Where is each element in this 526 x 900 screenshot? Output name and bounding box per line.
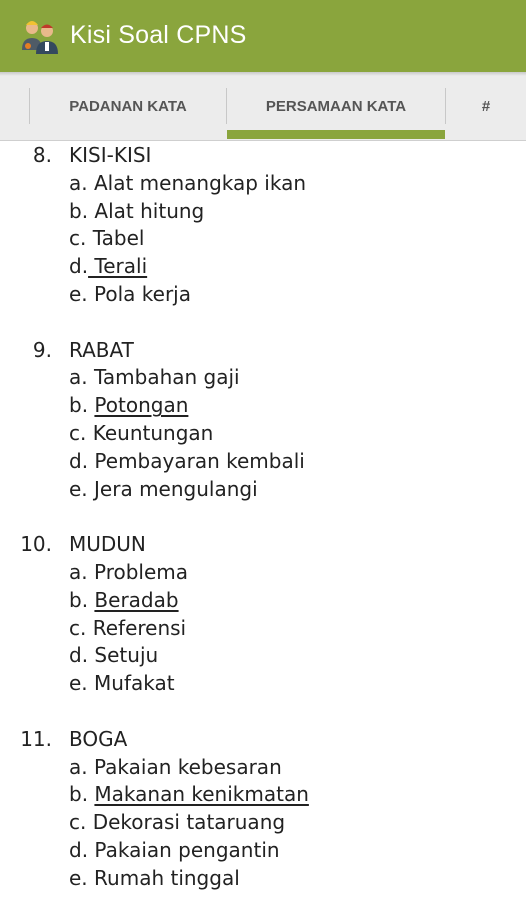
option-text: Pola kerja (94, 282, 191, 306)
option-text: Mufakat (94, 671, 175, 696)
question-word: RABAT (69, 337, 134, 362)
option-letter: d. (69, 448, 89, 473)
question-number: 8. (32, 143, 52, 167)
people-icon[interactable] (20, 16, 60, 56)
correct-answer-text: Beradab (94, 587, 179, 612)
option-text: Rumah tinggal (94, 865, 240, 890)
answer-option[interactable] (69, 363, 240, 391)
option-text: Setuju (94, 643, 159, 668)
answer-option[interactable] (69, 558, 188, 586)
option-letter: a. (69, 560, 88, 584)
option-letter: b. (69, 393, 89, 418)
option-letter: a. (69, 170, 88, 195)
option-letter: e. (69, 282, 88, 306)
answer-option[interactable] (69, 586, 179, 614)
answer-option[interactable] (69, 669, 175, 697)
tab-hash[interactable]: # (481, 97, 491, 115)
answer-option[interactable] (69, 197, 204, 225)
option-letter: c. (69, 615, 87, 640)
answer-option[interactable] (69, 864, 240, 892)
option-text: Jera mengulangi (94, 476, 258, 501)
question-word: KISI-KISI (69, 143, 152, 167)
option-letter: a. (69, 365, 88, 390)
answer-option[interactable] (69, 391, 188, 419)
option-letter: e. (69, 671, 88, 696)
option-letter: c. (69, 421, 87, 445)
tab-persamaan-kata[interactable]: PERSAMAAN KATA (265, 97, 407, 115)
answer-option[interactable] (69, 475, 258, 503)
answer-option[interactable] (69, 808, 285, 836)
option-text: Dekorasi tataruang (92, 810, 286, 835)
option-text: Referensi (92, 615, 187, 640)
option-letter: c. (69, 226, 87, 251)
answer-option[interactable] (69, 836, 280, 864)
answer-option[interactable] (69, 252, 147, 280)
answer-option[interactable] (69, 280, 191, 308)
app-title: Kisi Soal CPNS (70, 21, 247, 49)
option-letter: c. (69, 810, 87, 835)
question-number: 11. (20, 726, 52, 751)
option-text: Tambahan gaji (93, 365, 240, 390)
answer-option[interactable] (69, 447, 305, 475)
option-text: Alat hitung (94, 198, 205, 223)
answer-option[interactable] (69, 419, 213, 447)
option-text: Tabel (92, 226, 145, 251)
answer-option[interactable] (69, 169, 306, 197)
answer-option[interactable] (69, 641, 158, 669)
option-letter: b. (69, 198, 89, 223)
option-text: Alat menangkap ikan (93, 170, 307, 195)
option-letter: b. (69, 782, 89, 807)
question-number: 10. (20, 532, 52, 557)
option-text: Pakaian kebesaran (93, 754, 282, 779)
option-letter: d. (69, 643, 89, 668)
question-word: BOGA (69, 726, 128, 751)
answer-option[interactable] (69, 224, 144, 252)
option-letter: d. (69, 838, 89, 862)
option-letter: e. (69, 865, 88, 890)
answer-option[interactable] (69, 753, 282, 781)
option-text: Keuntungan (92, 421, 214, 445)
correct-answer-text: Makanan kenikmatan (94, 782, 309, 807)
correct-answer-text: Terali (88, 254, 148, 279)
correct-answer-text: Potongan (94, 393, 189, 418)
option-letter: d. (69, 254, 89, 279)
option-letter: e. (69, 476, 88, 501)
question-number: 9. (32, 337, 52, 362)
option-text: Pakaian pengantin (94, 838, 280, 862)
option-text: Pembayaran kembali (94, 448, 305, 473)
option-letter: b. (69, 587, 89, 612)
option-letter: a. (69, 754, 88, 779)
question-word: MUDUN (69, 532, 146, 557)
tab-padanan-kata[interactable]: PADANAN KATA (69, 97, 187, 115)
selected-tab-indicator (227, 130, 445, 139)
option-text: Problema (93, 560, 189, 584)
app-bar (0, 0, 526, 72)
answer-option[interactable] (69, 780, 309, 808)
answer-option[interactable] (69, 614, 186, 642)
